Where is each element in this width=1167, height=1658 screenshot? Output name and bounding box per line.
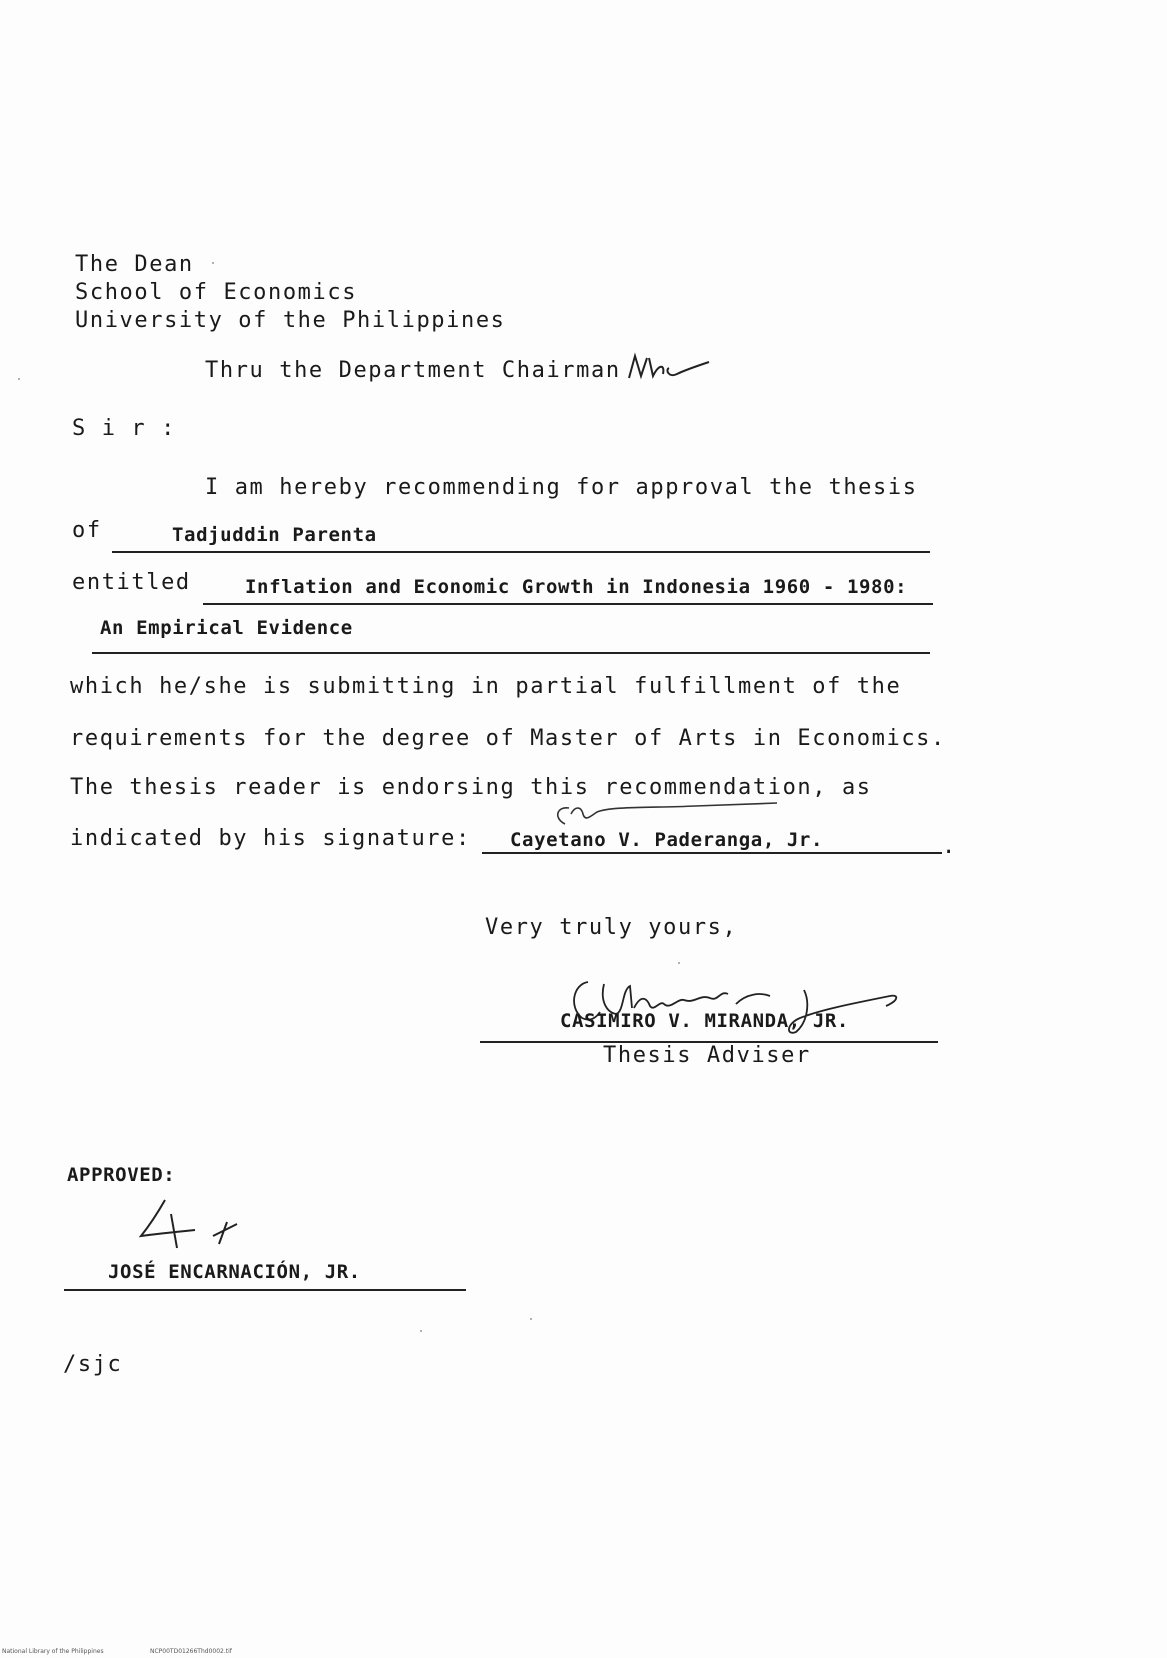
student-name: Tadjuddin Parenta [172, 524, 377, 546]
of-label: of [72, 518, 102, 543]
approved-label: APPROVED: [67, 1164, 176, 1186]
chairman-initials-signature [625, 350, 715, 386]
typist-initials: /sjc [63, 1352, 123, 1377]
addressee-line-2: School of Economics [75, 280, 358, 305]
body-line-4: requirements for the degree of Master of Arts in Economics. [70, 726, 946, 751]
closing-text: Very truly yours, [485, 915, 738, 940]
body-line-6: indicated by his signature: [70, 826, 471, 851]
addressee-line-1: The Dean [75, 252, 194, 277]
body-intro: I am hereby recommending for approval the thesis [205, 475, 918, 500]
reader-period: . [942, 834, 957, 859]
thesis-title-underline-2 [92, 652, 930, 654]
approver-signature [135, 1192, 255, 1252]
student-name-underline [112, 551, 930, 553]
body-line-5: The thesis reader is endorsing this recommendation, as [70, 775, 872, 800]
approver-name: JOSÉ ENCARNACIÓN, JR. [108, 1261, 361, 1283]
thesis-title-line-1: Inflation and Economic Growth in Indonesia 1960 - 1980: [245, 576, 908, 598]
approver-signature-line [64, 1289, 466, 1291]
footer-library: National Library of the Philippines [2, 1648, 104, 1655]
body-line-3: which he/she is submitting in partial fulfillment of the [70, 674, 902, 699]
entitled-label: entitled [72, 570, 191, 595]
thru-line: Thru the Department Chairman [205, 358, 621, 383]
reader-name: Cayetano V. Paderanga, Jr. [510, 829, 824, 851]
thesis-title-line-2: An Empirical Evidence [100, 617, 353, 639]
adviser-name: CASIMIRO V. MIRANDA, JR. [560, 1010, 849, 1032]
adviser-title: Thesis Adviser [603, 1043, 811, 1068]
scan-speck [678, 962, 680, 964]
reader-underline [482, 852, 942, 854]
scan-speck [420, 1330, 422, 1332]
salutation: S i r : [72, 416, 176, 441]
thesis-title-underline-1 [203, 603, 933, 605]
footer-code: NCP00TD01266Thd0002.tif [150, 1648, 232, 1655]
addressee-line-3: University of the Philippines [75, 308, 506, 333]
scan-speck [212, 262, 214, 264]
scan-speck [18, 378, 20, 380]
reader-signature [545, 800, 785, 830]
scan-speck [530, 1318, 532, 1320]
